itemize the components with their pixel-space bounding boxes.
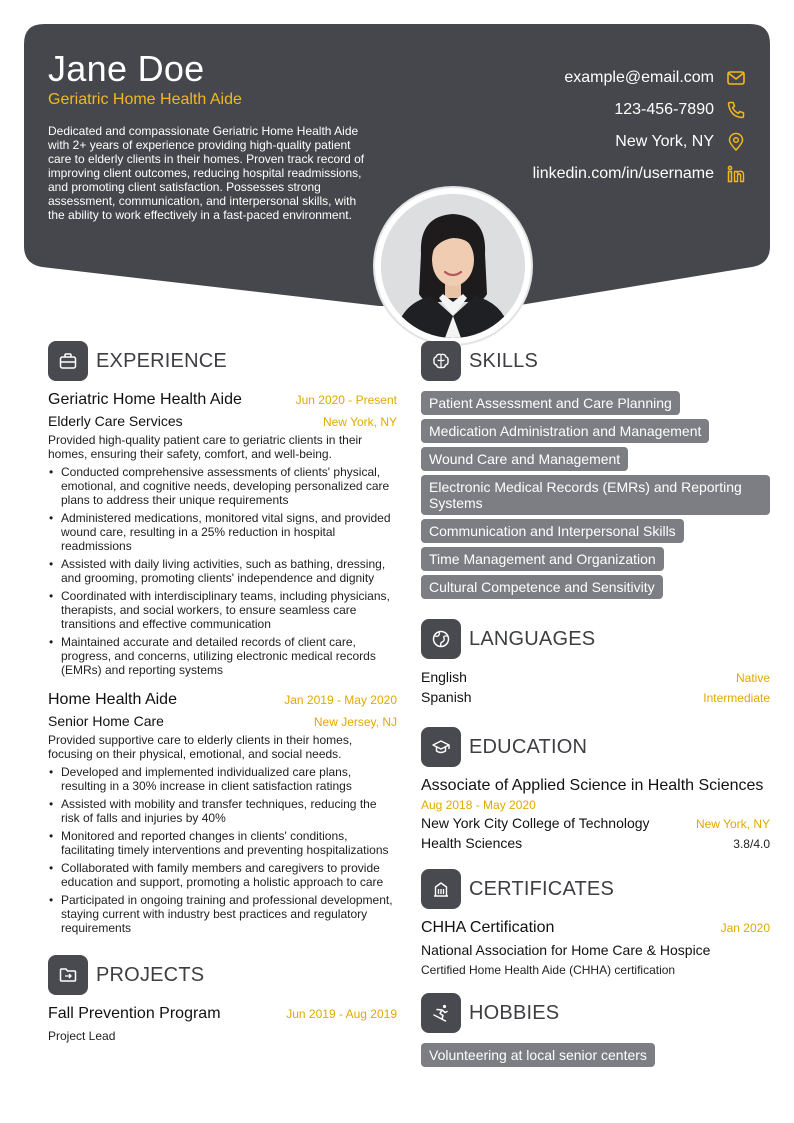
bullet-item: • Developed and implemented individualized care plans, resulting in a 30% increase in client satisfaction ratings bbox=[48, 765, 397, 793]
certificate-issuer: National Association for Home Care & Hospice bbox=[421, 942, 711, 958]
bullet-item: • Monitored and reported changes in clients' conditions, facilitating timely interventions and preventing hospitalizations bbox=[48, 829, 397, 857]
contact-phone[interactable] bbox=[446, 94, 746, 126]
experience-dates: Jan 2019 - May 2020 bbox=[284, 693, 397, 707]
skill-chip: Electronic Medical Records (EMRs) and Reporting Systems bbox=[421, 475, 770, 515]
education-header bbox=[421, 727, 770, 767]
left-column bbox=[48, 341, 397, 1043]
certificates-title: CERTIFICATES bbox=[469, 877, 615, 900]
certificates-header bbox=[421, 869, 770, 909]
education-gpa: 3.8/4.0 bbox=[733, 837, 770, 851]
right-column bbox=[421, 341, 770, 1071]
contact-list bbox=[446, 62, 746, 190]
building-icon bbox=[421, 869, 461, 909]
experience-bullets bbox=[48, 765, 397, 935]
experience-entry bbox=[48, 691, 397, 935]
experience-role: Home Health Aide bbox=[48, 691, 177, 708]
project-dates: Jun 2019 - Aug 2019 bbox=[286, 1007, 397, 1021]
experience-location: New Jersey, NJ bbox=[313, 715, 397, 729]
language-name: Spanish bbox=[421, 689, 472, 705]
experience-entry bbox=[48, 391, 397, 677]
location-icon bbox=[726, 132, 746, 152]
hobby-chip: Volunteering at local senior centers bbox=[421, 1043, 655, 1067]
project-name: Fall Prevention Program bbox=[48, 1005, 221, 1022]
linkedin-icon bbox=[726, 164, 746, 184]
project-role: Project Lead bbox=[48, 1029, 116, 1043]
bullet-item: • Assisted with daily living activities, such as bathing, dressing, and grooming, promoting clients' independence and dignity bbox=[48, 557, 397, 585]
language-level: Native bbox=[735, 671, 770, 685]
person-name: Jane Doe bbox=[48, 48, 205, 89]
experience-description: Provided supportive care to elderly clients in their homes, focusing on their physical, emotional, and social needs. bbox=[48, 733, 353, 761]
portrait-illustration bbox=[381, 194, 525, 338]
email-icon bbox=[726, 68, 746, 88]
hobbies-title: HOBBIES bbox=[469, 1001, 560, 1024]
bullet-item: • Maintained accurate and detailed records of client care, progress, and concerns, utilizing electronic medical records (EMRs) and reporting systems bbox=[48, 635, 397, 677]
skill-chip: Time Management and Organization bbox=[421, 547, 664, 571]
phone-icon bbox=[726, 100, 746, 120]
contact-linkedin[interactable] bbox=[446, 158, 746, 190]
person-title: Geriatric Home Health Aide bbox=[48, 91, 242, 108]
languages-list bbox=[421, 669, 770, 709]
contact-location-text: New York, NY bbox=[615, 133, 714, 150]
education-dates: Aug 2018 - May 2020 bbox=[421, 798, 536, 812]
bullet-item: • Assisted with mobility and transfer techniques, reducing the risk of falls and injuries by 40% bbox=[48, 797, 397, 825]
education-title: EDUCATION bbox=[469, 735, 588, 758]
language-item bbox=[421, 689, 770, 709]
education-degree: Associate of Applied Science in Health Sciences bbox=[421, 777, 764, 794]
experience-company: Elderly Care Services bbox=[48, 413, 183, 429]
profile-photo-frame bbox=[373, 186, 533, 346]
certificate-entry bbox=[421, 919, 770, 977]
experience-title: EXPERIENCE bbox=[96, 349, 227, 372]
skill-chip: Cultural Competence and Sensitivity bbox=[421, 575, 663, 599]
hobbies-list bbox=[421, 1043, 770, 1071]
contact-location bbox=[446, 126, 746, 158]
folder-icon bbox=[48, 955, 88, 995]
certificate-description: Certified Home Health Aide (CHHA) certification bbox=[421, 963, 676, 977]
projects-title: PROJECTS bbox=[96, 963, 205, 986]
bullet-item: • Coordinated with interdisciplinary teams, including physicians, therapists, and social workers, to ensure seamless care transitions and effective communication bbox=[48, 589, 397, 631]
graduation-cap-icon bbox=[421, 727, 461, 767]
experience-role: Geriatric Home Health Aide bbox=[48, 391, 242, 408]
skills-header bbox=[421, 341, 770, 381]
education-entry bbox=[421, 777, 770, 851]
projects-header bbox=[48, 955, 397, 995]
bullet-item: • Participated in ongoing training and professional development, staying current with industry best practices and regulatory requirements bbox=[48, 893, 397, 935]
skill-chip: Medication Administration and Management bbox=[421, 419, 709, 443]
contact-phone-text[interactable]: 123-456-7890 bbox=[614, 101, 714, 118]
language-level: Intermediate bbox=[703, 691, 770, 705]
skill-chip: Communication and Interpersonal Skills bbox=[421, 519, 684, 543]
skills-title: SKILLS bbox=[469, 349, 539, 372]
languages-header bbox=[421, 619, 770, 659]
language-name: English bbox=[421, 669, 467, 685]
skill-chip: Patient Assessment and Care Planning bbox=[421, 391, 680, 415]
skill-chip: Wound Care and Management bbox=[421, 447, 628, 471]
education-location: New York, NY bbox=[695, 817, 770, 831]
contact-email[interactable] bbox=[446, 62, 746, 94]
bullet-item: • Collaborated with family members and caregivers to provide education and support, promoting a holistic approach to care bbox=[48, 861, 397, 889]
languages-title: LANGUAGES bbox=[469, 627, 596, 650]
certificate-name: CHHA Certification bbox=[421, 919, 555, 936]
profile-photo bbox=[381, 194, 525, 338]
experience-company: Senior Home Care bbox=[48, 713, 164, 729]
brain-icon bbox=[421, 341, 461, 381]
education-school: New York City College of Technology bbox=[421, 815, 650, 831]
project-entry bbox=[48, 1005, 397, 1043]
summary-text: Dedicated and compassionate Geriatric Home Health Aide with 2+ years of experience providing high-quality patient care to elderly clients in their homes. Proven track record of improving client outcomes, reducing hospital readmissions, and promoting client satisfaction. Possesses strong assessment, communication, and interpersonal skills, with the ability to work effectively in a fast-paced environment. bbox=[48, 124, 365, 222]
experience-bullets bbox=[48, 465, 397, 677]
skills-list bbox=[421, 391, 770, 603]
bullet-item: • Administered medications, monitored vital signs, and provided wound care, resulting in a 25% reduction in hospital readmissions bbox=[48, 511, 397, 553]
experience-header bbox=[48, 341, 397, 381]
globe-icon bbox=[421, 619, 461, 659]
language-item bbox=[421, 669, 770, 689]
contact-linkedin-text[interactable]: linkedin.com/in/username bbox=[532, 165, 714, 182]
briefcase-icon bbox=[48, 341, 88, 381]
education-field: Health Sciences bbox=[421, 835, 523, 851]
experience-description: Provided high-quality patient care to geriatric clients in their homes, ensuring their safety, comfort, and well-being. bbox=[48, 433, 363, 461]
experience-location: New York, NY bbox=[322, 415, 397, 429]
skiing-icon bbox=[421, 993, 461, 1033]
experience-dates: Jun 2020 - Present bbox=[295, 393, 397, 407]
contact-email-text[interactable]: example@email.com bbox=[564, 69, 714, 86]
hobbies-header bbox=[421, 993, 770, 1033]
bullet-item: • Conducted comprehensive assessments of clients' physical, emotional, and cognitive needs, developing personalized care plans to address their unique requirements bbox=[48, 465, 397, 507]
certificate-date: Jan 2020 bbox=[720, 921, 770, 935]
